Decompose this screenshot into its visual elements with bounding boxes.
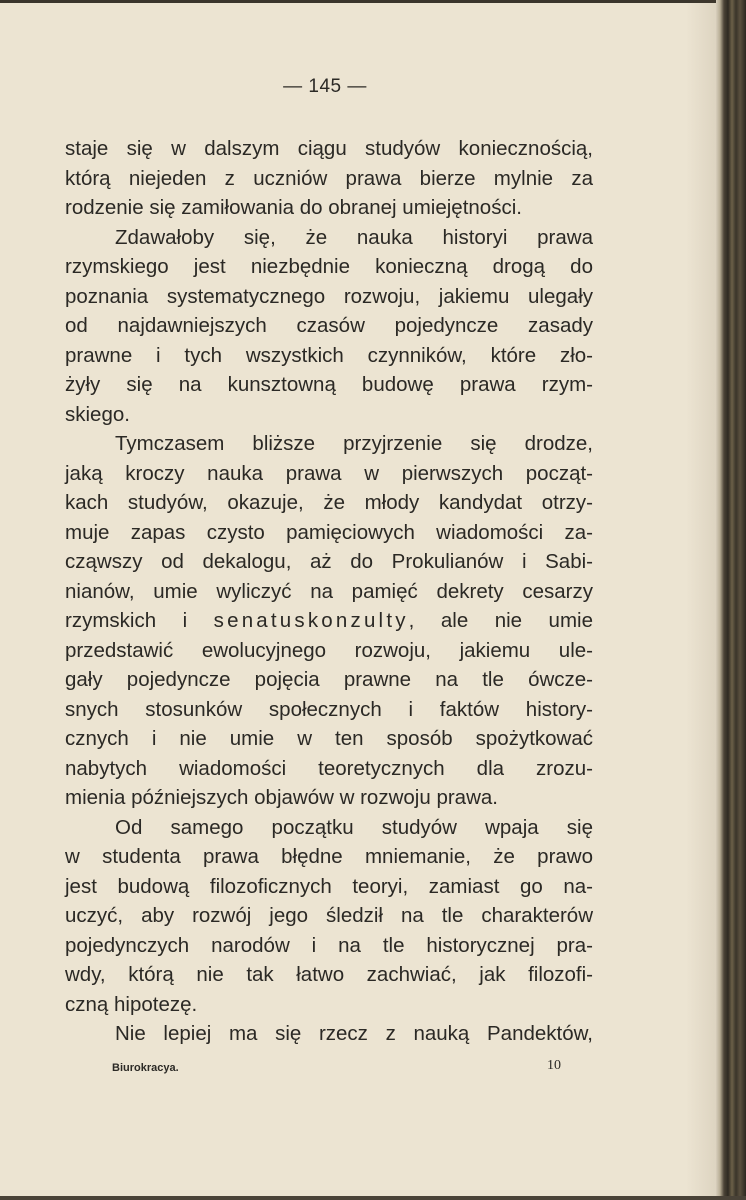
text-line: poznania systematycznego rozwoju, jakiemu ulegały [65, 284, 593, 308]
text-line: czną hipotezę. [65, 992, 198, 1016]
text-line: pojedynczych narodów i na tle historycznej pra- [65, 933, 593, 957]
text-line: nabytych wiadomości teoretycznych dla zrozu- [65, 756, 593, 780]
text-line: w studenta prawa błędne mniemanie, że prawo [65, 845, 593, 868]
text-fragment: rzymskich i [65, 609, 214, 632]
text-line: mienia późniejszych objawów w rozwoju prawa. [65, 786, 498, 809]
text-line: którą niejeden z uczniów prawa bierze mylnie za [65, 166, 593, 190]
text-line: przedstawić ewolucyjnego rozwoju, jakiemu ule- [65, 638, 593, 662]
text-line: Nie lepiej ma się rzecz z nauką Pandektów, [115, 1022, 593, 1045]
text-line: wdy, którą nie tak łatwo zachwiać, jak filozofi- [65, 963, 593, 986]
text-line: uczyć, aby rozwój jego śledził na tle charakterów [65, 904, 593, 927]
body-text [65, 134, 593, 1049]
footer-sheet-number: 10 [547, 1058, 561, 1073]
text-line: snych stosunków społecznych i faktów history- [65, 697, 593, 721]
text-line: gały pojedyncze pojęcia prawne na tle ówcze- [65, 668, 593, 691]
text-line: od najdawniejszych czasów pojedyncze zasady [65, 314, 593, 337]
text-line: rzymskiego jest niezbędnie konieczną drogą do [65, 255, 593, 278]
book-binding-edge [716, 0, 746, 1200]
text-line: jest budową filozoficznych teoryi, zamiast go na- [65, 874, 593, 898]
text-fragment: , ale nie umie [408, 609, 593, 632]
page-number: — 145 — [283, 76, 367, 97]
gutter-shadow [686, 0, 716, 1200]
footer-signature: Biurokracya. [112, 1062, 179, 1074]
text-line: Tymczasem bliższe przyjrzenie się drodze, [115, 432, 593, 455]
text-line: staje się w dalszym ciągu studyów koniecznością, [65, 137, 593, 160]
spaced-emphasis: senatuskonzulty [213, 609, 409, 632]
text-line: cznych i nie umie w ten sposób spożytkować [65, 727, 593, 750]
page-bottom-edge [0, 1196, 746, 1200]
text-line: kach studyów, okazuje, że młody kandydat otrzy- [65, 491, 593, 514]
text-line: prawne i tych wszystkich czynników, które zło- [65, 343, 593, 367]
text-line: skiego. [65, 402, 130, 426]
text-line: nianów, umie wyliczyć na pamięć dekrety cesarzy [65, 579, 593, 603]
text-line: Od samego początku studyów wpaja się [115, 815, 593, 839]
text-line: Zdawałoby się, że nauka historyi prawa [115, 225, 593, 249]
text-line [65, 606, 593, 636]
text-line: rodzenie się zamiłowania do obranej umiejętności. [65, 196, 522, 219]
page-top-edge [0, 0, 716, 3]
text-line: cząwszy od dekalogu, aż do Prokulianów i Sabi- [65, 550, 593, 573]
text-line: żyły się na kunsztowną budowę prawa rzym- [65, 373, 593, 396]
text-line: muje zapas czysto pamięciowych wiadomości za- [65, 520, 593, 544]
text-line: jaką kroczy nauka prawa w pierwszych począt- [65, 461, 593, 485]
